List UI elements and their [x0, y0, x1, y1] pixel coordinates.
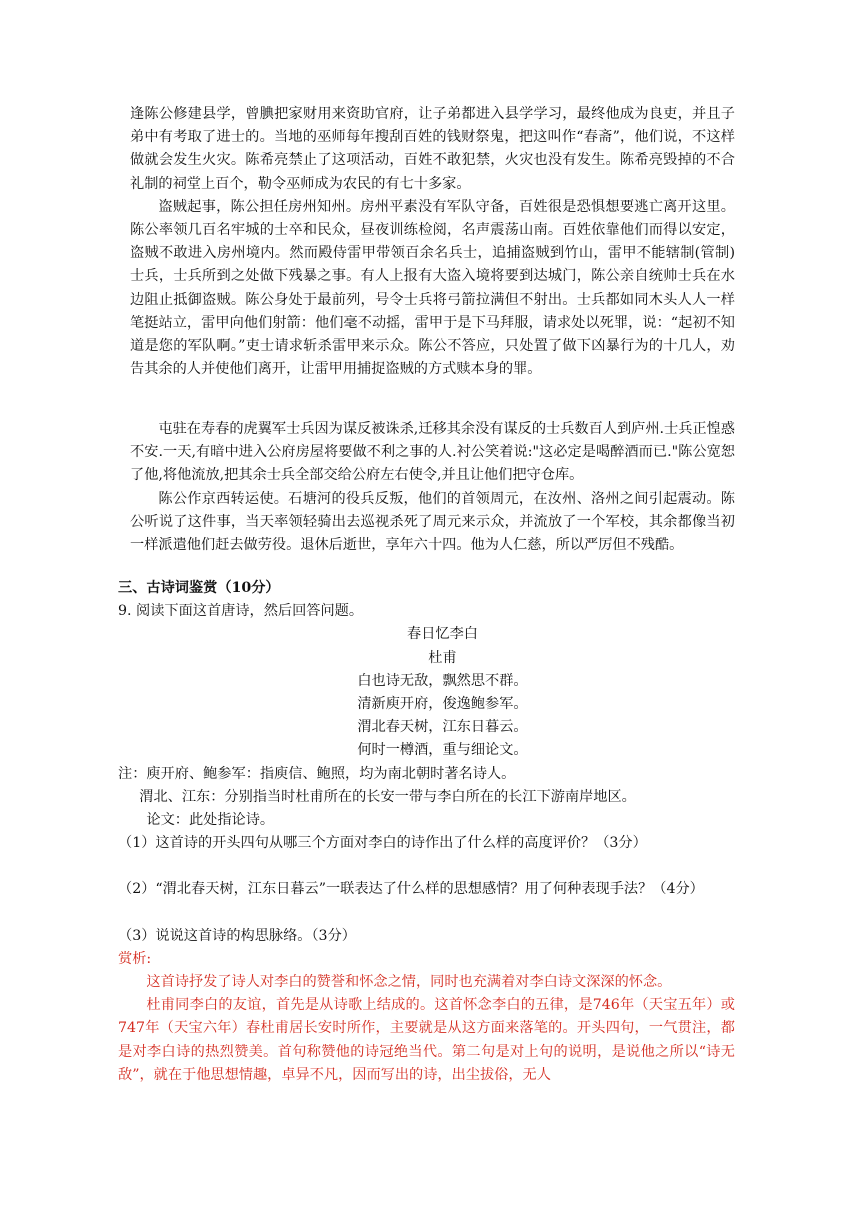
- translation-section-top: [130, 103, 735, 381]
- poem: [118, 623, 735, 762]
- analysis: [118, 948, 735, 1087]
- paragraph-2: 盗贼起事，陈公担任房州知州。房州平素没有军队守备，百姓很是恐惧想要逃亡离开这里。陈公率领几百名牢城的士卒和民众，昼夜训练检阅，名声震荡山南。百姓依靠他们而得以安定，盗贼不敢进入房州境内。然而殿侍雷甲带领百余名兵士，追捕盗贼到竹山，雷甲不能辖制(管制)士兵，士兵所到之处做下残暴之事。有人上报有大盗入境将要到达城门，陈公亲自统帅士兵在水边阻止抵御盗贼。陈公身处于最前列，号令士兵将弓箭拉满但不射出。士兵都如同木头人人一样笔挺站立，雷甲向他们射箭：他们毫不动摇，雷甲于是下马拜服，请求处以死罪，说：“起初不知道是您的军队啊。”吏士请求斩杀雷甲来示众。陈公不答应，只处置了做下凶暴行为的十几人，劝告其余的人并使他们离开，让雷甲用捕捉盗贼的方式赎本身的罪。: [130, 198, 735, 378]
- paragraph-1: 逢陈公修建县学，曾腆把家财用来资助官府，让子弟都进入县学学习，最终他成为良吏，并且子弟中有考取了进士的。当地的巫师每年搜刮百姓的钱财祭鬼，把这叫作“春斋”，他们说，不这样做就会发生火灾。陈希亮禁止了这项活动，百姓不敢犯禁，火灾也没有发生。陈希亮毁掉的不合礼制的祠堂上百个，勒令巫师成为农民的有七十多家。: [130, 106, 735, 192]
- poem-line: 清新庾开府，俊逸鲍参军。: [357, 696, 528, 713]
- question-intro: 9. 阅读下面这首唐诗，然后回答问题。: [118, 603, 364, 620]
- poem-line: 何时一樽酒，重与细论文。: [357, 742, 528, 759]
- analysis-paragraph-2: 杜甫同李白的友谊，首先是从诗歌上结成的。这首怀念李白的五律，是746年（天宝五年）或747年（天宝六年）春杜甫居长安时所作，主要就是从这方面来落笔的。开头四句，一气贯注，都是对李白诗的热烈赞美。首句称赞他的诗冠绝当代。第二句是对上句的说明，是说他之所以“诗无敌”，就在于他思想情趣，卓异不凡，因而写出的诗，出尘拔俗，无人: [118, 997, 735, 1083]
- translation-section-bottom: [130, 418, 735, 557]
- paragraph-4: 陈公作京西转运使。石塘河的役兵反叛，他们的首领周元，在汝州、洛州之间引起震动。陈公听说了这件事，当天率领轻骑出去巡视杀死了周元来示众，并流放了一个军校，其余都像当初一样派遣他们赶去做劳役。退休后逝世，享年六十四。他为人仁慈，所以严厉但不残酷。: [130, 490, 735, 554]
- question-2: （2）“渭北春天树，江东日暮云”一联表达了什么样的思想感情？用了何种表现手法？（4分）: [118, 881, 704, 898]
- poetry-section: [118, 577, 735, 1087]
- poem-title: 春日忆李白: [407, 626, 478, 643]
- poem-line: 渭北春天树，江东日暮云。: [357, 719, 528, 736]
- poem-line: 白也诗无敌，飘然思不群。: [357, 672, 528, 689]
- analysis-label: 赏析:: [118, 950, 152, 967]
- note-1: 注：庾开府、鲍参军：指庾信、鲍照，均为南北朝时著名诗人。: [118, 765, 516, 782]
- poem-author: 杜甫: [428, 649, 457, 666]
- note-2: 渭北、江东：分别指当时杜甫所在的长安一带与李白所在的长江下游南岸地区。: [139, 788, 636, 805]
- note-3: 论文：此处指论诗。: [146, 812, 275, 829]
- question-1: （1）这首诗的开头四句从哪三个方面对李白的诗作出了什么样的高度评价？（3分）: [118, 835, 647, 852]
- paragraph-3: 屯驻在寿春的虎翼军士兵因为谋反被诛杀,迁移其余没有谋反的士兵数百人到庐州.士兵正惶惑不安.一天,有暗中进入公府房屋将要做不利之事的人.衬公笑着说:"这必定是喝醉酒而已."陈公宽恕了他,将他流放,把其余士兵全部交给公府左右使令,并且让他们把守仓库。: [130, 421, 735, 484]
- analysis-paragraph-1: 这首诗抒发了诗人对李白的赞誉和怀念之情，同时也充满着对李白诗文深深的怀念。: [146, 974, 672, 991]
- section-heading: 三、古诗词鉴赏（10分）: [118, 580, 280, 596]
- question-3: （3）说说这首诗的构思脉络。（3分）: [118, 927, 356, 944]
